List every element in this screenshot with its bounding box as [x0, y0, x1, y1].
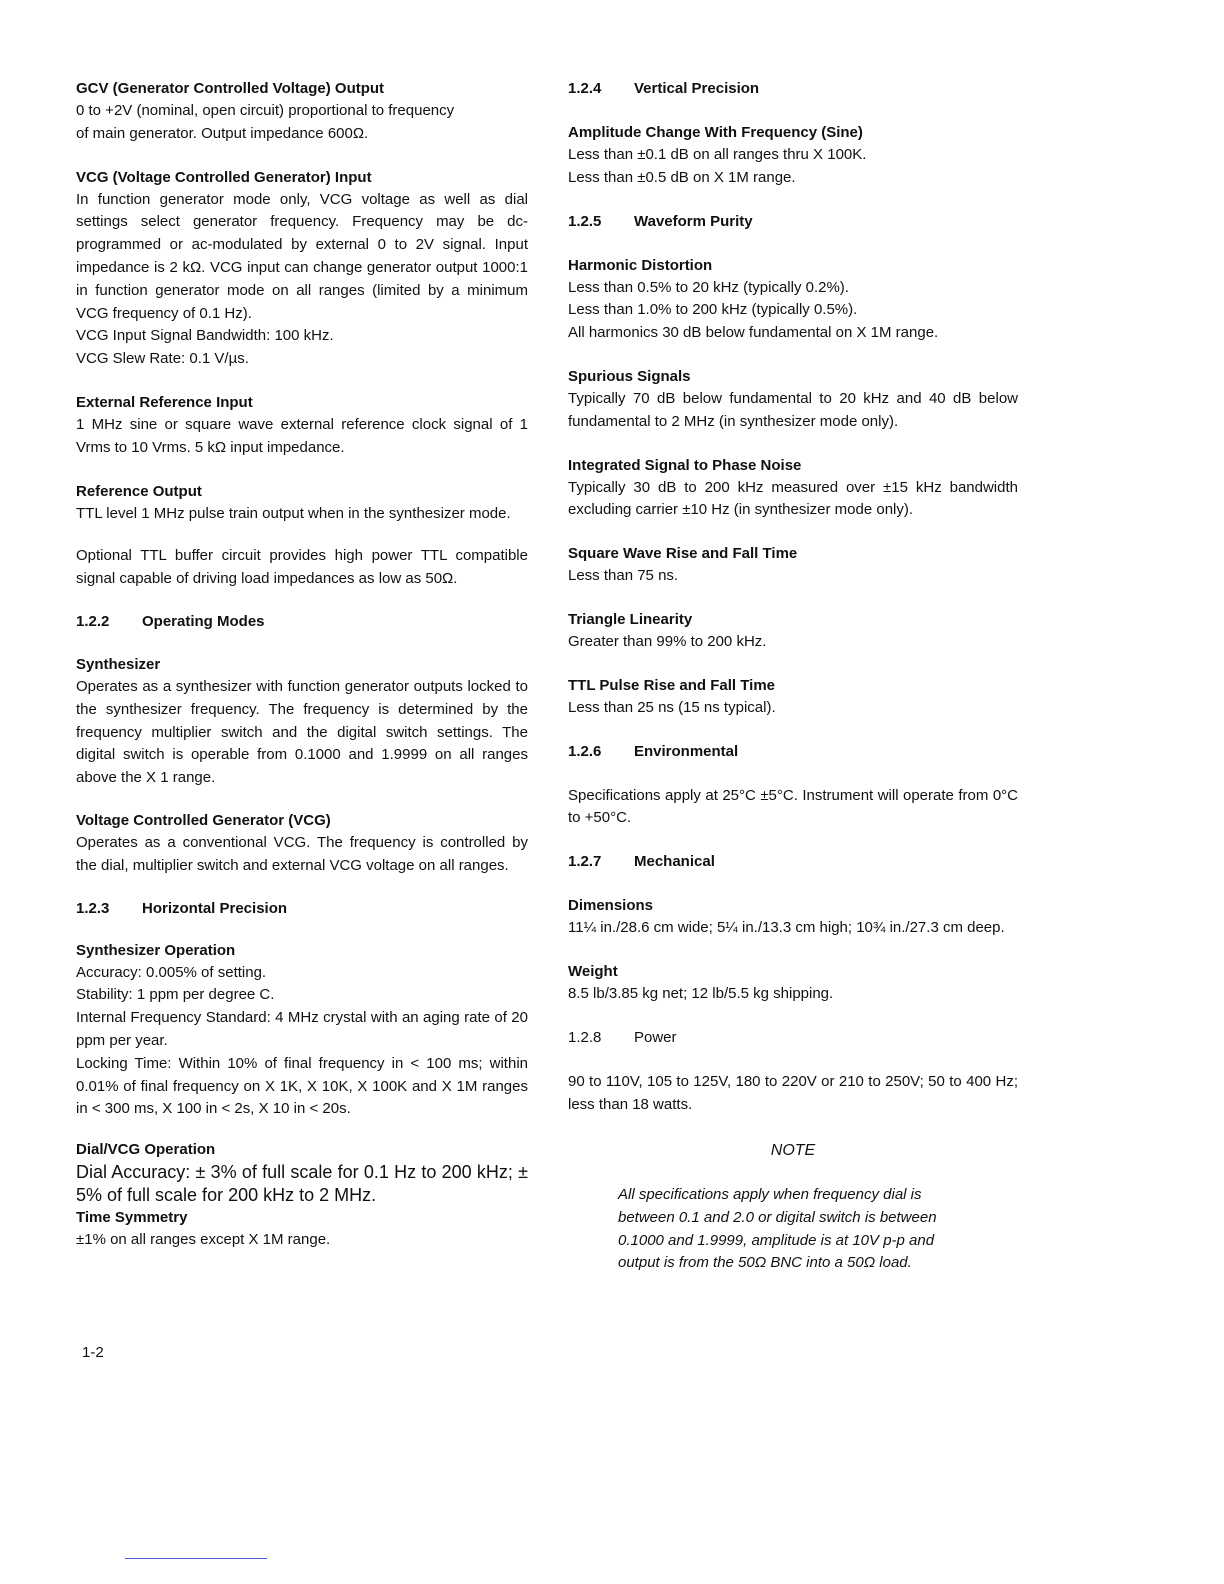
harmonic-line-1: Less than 0.5% to 20 kHz (typically 0.2%). — [568, 278, 849, 296]
ttl-pulse-block — [568, 675, 1018, 720]
section-number: 1.2.6 — [568, 742, 602, 760]
power-text: 90 to 110V, 105 to 125V, 180 to 220V or 210 to 250V; 50 to 400 Hz; less than 18 watts. — [568, 1072, 1018, 1113]
dimensions-block — [568, 895, 1018, 940]
synthesizer-heading: Synthesizer — [76, 655, 161, 673]
external-reference-text: 1 MHz sine or square wave external reference clock signal of 1 Vrms to 10 Vrms. 5 kΩ input impedance. — [76, 415, 528, 456]
section-1-2-5 — [568, 211, 1018, 233]
section-1-2-6 — [568, 741, 1018, 763]
amplitude-line-2: Less than ±0.5 dB on X 1M range. — [568, 168, 796, 186]
synthesizer-text: Operates as a synthesizer with function generator outputs locked to the synthesizer frequency. The frequency is determined by the frequency multiplier switch and the digital switch settings. The digital switch is operable from 0.1000 and 1.9999 on all ranges above the X 1 range. — [76, 677, 528, 787]
section-number: 1.2.3 — [76, 899, 110, 917]
vcg-input-block — [76, 167, 528, 371]
note-heading: NOTE — [770, 1142, 816, 1160]
weight-text: 8.5 lb/3.85 kg net; 12 lb/5.5 kg shipping. — [568, 984, 834, 1002]
section-title: Vertical Precision — [634, 80, 760, 97]
vcg-input-heading: VCG (Voltage Controlled Generator) Input — [76, 168, 372, 186]
dial-vcg-block — [76, 1139, 528, 1252]
vcg-input-text: In function generator mode only, VCG voltage as well as dial settings select generator frequency. Frequency may be dc-programmed or ac-modulated by external 0 to 2V signal. Input impedance is 2 kΩ. VCG input can change generator output 1000:1 in function generator mode on all ranges (limited by a minimum VCG frequency of 0.1 Hz). — [76, 190, 528, 322]
section-number: 1.2.2 — [76, 612, 110, 630]
environmental-text: Specifications apply at 25°C ±5°C. Instrument will operate from 0°C to +50°C. — [568, 786, 1018, 827]
spurious-heading: Spurious Signals — [568, 367, 691, 385]
dimensions-text: 11¼ in./28.6 cm wide; 5¼ in./13.3 cm high; 10¾ in./27.3 cm deep. — [568, 919, 1005, 937]
ttl-pulse-heading: TTL Pulse Rise and Fall Time — [568, 676, 776, 694]
synthesizer-operation-block — [76, 940, 528, 1122]
square-wave-block — [568, 543, 1018, 588]
triangle-heading: Triangle Linearity — [568, 610, 693, 628]
section-1-2-2 — [76, 611, 528, 633]
accuracy-text: Accuracy: 0.005% of setting. — [76, 963, 267, 981]
stability-text: Stability: 1 ppm per degree C. — [76, 986, 275, 1004]
section-1-2-4 — [568, 78, 1018, 100]
amplitude-line-1: Less than ±0.1 dB on all ranges thru X 100K. — [568, 146, 867, 163]
phase-noise-block — [568, 455, 1018, 523]
weight-block — [568, 961, 1018, 1006]
harmonic-heading: Harmonic Distortion — [568, 256, 713, 274]
section-number: 1.2.5 — [568, 212, 602, 230]
page-number: 1-2 — [82, 1344, 104, 1361]
section-title: Mechanical — [634, 853, 715, 871]
reference-output-heading: Reference Output — [76, 482, 202, 500]
vcg-slew-rate: VCG Slew Rate: 0.1 V/µs. — [76, 350, 249, 368]
triangle-block — [568, 609, 1018, 654]
square-wave-text: Less than 75 ns. — [568, 567, 679, 585]
vcg-mode-text: Operates as a conventional VCG. The frequency is controlled by the dial, multiplier switch and external VCG voltage on all ranges. — [76, 833, 528, 874]
time-symmetry-text: ±1% on all ranges except X 1M range. — [76, 1231, 331, 1249]
time-symmetry-heading: Time Symmetry — [76, 1209, 188, 1227]
spurious-block — [568, 366, 1018, 434]
harmonic-distortion-block — [568, 255, 1018, 345]
dial-accuracy-text: Dial Accuracy: ± 3% of full scale for 0.1 Hz to 200 kHz; ± 5% of full scale for 200 kHz to 2 MHz. — [76, 1162, 528, 1206]
vcg-bandwidth: VCG Input Signal Bandwidth: 100 kHz. — [76, 327, 334, 345]
gcv-heading: GCV (Generator Controlled Voltage) Output — [76, 80, 385, 97]
note-text: All specifications apply when frequency dial is between 0.1 and 2.0 or digital switch is between 0.1000 and 1.9999, amplitude is at 10V p-p and output is from the 50Ω BNC into a 50Ω load. — [618, 1186, 937, 1272]
right-column — [568, 78, 1018, 1275]
note-block — [568, 1140, 1018, 1274]
vcg-mode-block — [76, 810, 528, 878]
section-number: 1.2.4 — [568, 80, 602, 97]
gcv-line-1: 0 to +2V (nominal, open circuit) proportional to frequency — [76, 102, 455, 119]
phase-noise-heading: Integrated Signal to Phase Noise — [568, 456, 802, 474]
reference-output-block — [76, 481, 528, 526]
amplitude-block — [568, 122, 1018, 190]
dimensions-heading: Dimensions — [568, 897, 654, 915]
left-column — [76, 78, 528, 1252]
section-1-2-7 — [568, 851, 1018, 873]
synthesizer-operation-heading: Synthesizer Operation — [76, 941, 236, 959]
internal-standard-text: Internal Frequency Standard: 4 MHz crystal with an aging rate of 20 ppm per year. — [76, 1009, 528, 1049]
section-title: Environmental — [634, 742, 739, 760]
triangle-text: Greater than 99% to 200 kHz. — [568, 632, 767, 650]
gcv-line-2: of main generator. Output impedance 600Ω. — [76, 124, 369, 142]
external-reference-heading: External Reference Input — [76, 393, 253, 411]
synthesizer-block — [76, 654, 528, 790]
dial-vcg-heading: Dial/VCG Operation — [76, 1141, 216, 1159]
phase-noise-text: Typically 30 dB to 200 kHz measured over ±15 kHz bandwidth excluding carrier ±10 Hz (in synthesizer mode only). — [568, 478, 1018, 519]
ttl-pulse-text: Less than 25 ns (15 ns typical). — [568, 698, 776, 716]
harmonic-line-2: Less than 1.0% to 200 kHz (typically 0.5%). — [568, 301, 858, 319]
bottom-divider — [125, 1558, 267, 1559]
section-title: Operating Modes — [142, 612, 265, 630]
section-1-2-8 — [568, 1027, 1018, 1049]
section-number: 1.2.8 — [568, 1028, 602, 1046]
locking-time-text: Locking Time: Within 10% of final frequency in < 100 ms; within 0.01% of final frequency on X 1K, X 10K, X 100K and X 1M ranges in < 300 ms, X 100 in < 2s, X 10 in < 20s. — [76, 1054, 528, 1118]
external-reference-block — [76, 392, 528, 460]
spurious-text: Typically 70 dB below fundamental to 20 kHz and 40 dB below fundamental to 2 MHz (in synthesizer mode only). — [568, 389, 1018, 430]
optional-buffer-text: Optional TTL buffer circuit provides high power TTL compatible signal capable of driving load impedances as low as 50Ω. — [76, 547, 528, 588]
amplitude-heading: Amplitude Change With Frequency (Sine) — [568, 124, 863, 141]
gcv-output-block — [76, 78, 528, 146]
weight-heading: Weight — [568, 962, 618, 980]
section-title: Horizontal Precision — [142, 899, 288, 917]
vcg-mode-heading: Voltage Controlled Generator (VCG) — [76, 811, 331, 829]
section-number: 1.2.7 — [568, 853, 602, 871]
harmonic-line-3: All harmonics 30 dB below fundamental on X 1M range. — [568, 324, 939, 342]
reference-output-text: TTL level 1 MHz pulse train output when in the synthesizer mode. — [76, 504, 511, 522]
square-wave-heading: Square Wave Rise and Fall Time — [568, 545, 798, 563]
section-title: Waveform Purity — [634, 212, 753, 230]
section-title: Power — [634, 1028, 677, 1046]
section-1-2-3 — [76, 898, 528, 920]
